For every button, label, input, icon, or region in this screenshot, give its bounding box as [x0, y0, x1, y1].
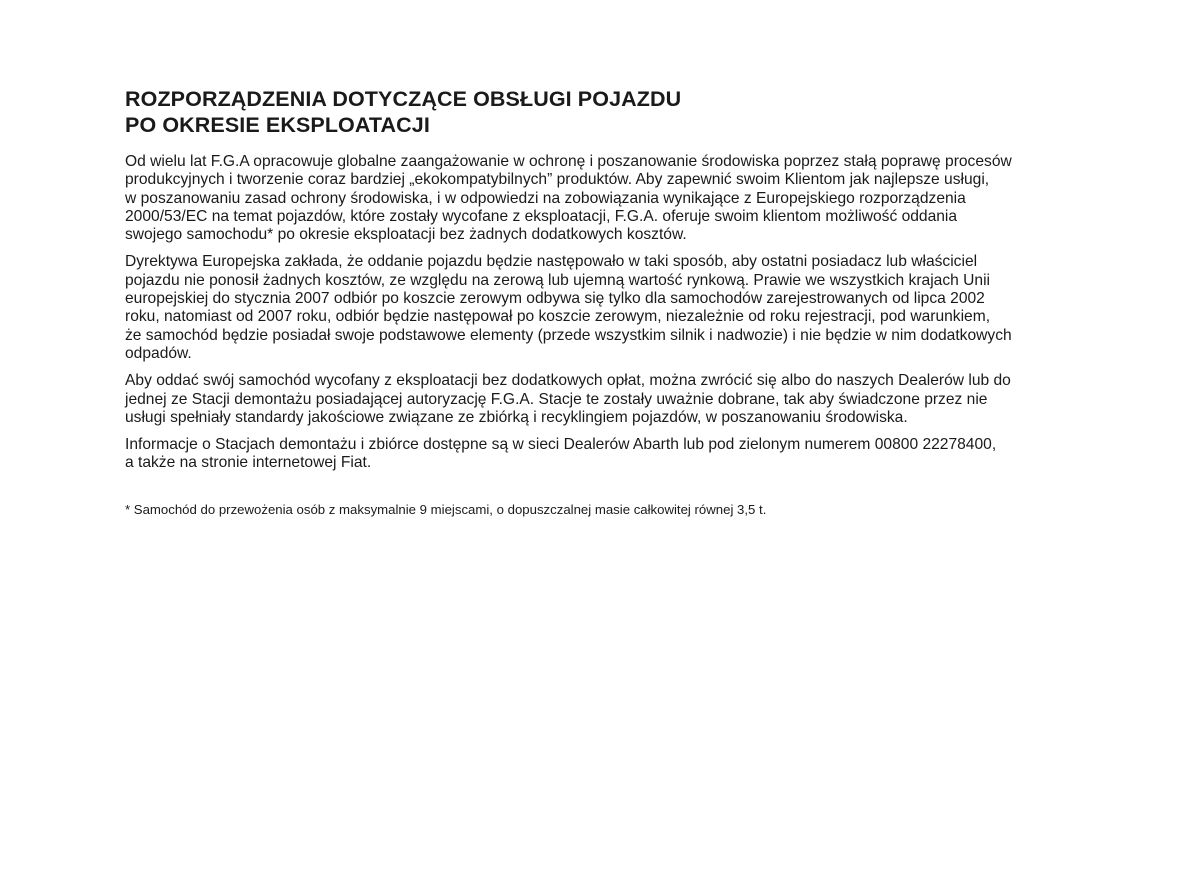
page-title: [125, 86, 1045, 138]
paragraph-line: 2000/53/EC na temat pojazdów, które zostały wycofane z eksploatacji, F.G.A. oferuje swoim klientom możliwość oddania: [125, 207, 958, 225]
paragraph-1: [125, 153, 1045, 244]
paragraph-2: [125, 253, 1045, 363]
paragraph-line: produkcyjnych i tworzenie coraz bardziej „ekokompatybilnych” produktów. Aby zapewnić swoim Klientom jak najlepsze usługi,: [125, 171, 990, 189]
paragraph-line: swojego samochodu* po okresie eksploatacji bez żadnych dodatkowych kosztów.: [125, 226, 687, 244]
paragraph-line: jednej ze Stacji demontażu posiadającej autoryzację F.G.A. Stacje te zostały uważnie dobrane, tak aby świadczone przez nie: [125, 390, 988, 408]
paragraph-line: roku, natomiast od 2007 roku, odbiór będzie następował po koszcie zerowym, niezależnie od roku rejestracji, pod warunkiem,: [125, 308, 991, 326]
paragraph-3: [125, 372, 1045, 427]
body-text: [125, 153, 1045, 473]
paragraph-line: odpadów.: [125, 344, 192, 362]
paragraph-line: usługi spełniały standardy jakościowe związane ze zbiórką i recyklingiem pojazdów, w poszanowaniu środowiska.: [125, 408, 908, 426]
paragraph-line: Dyrektywa Europejska zakłada, że oddanie pojazdu będzie następowało w taki sposób, aby ostatni posiadacz lub właściciel: [125, 253, 978, 271]
document-page: [125, 86, 1045, 518]
paragraph-line: Od wielu lat F.G.A opracowuje globalne zaangażowanie w ochronę i poszanowanie środowiska poprzez stałą poprawę procesów: [125, 153, 1012, 170]
paragraph-line: że samochód będzie posiadał swoje podstawowe elementy (przede wszystkim silnik i nadwozie) i nie będzie w nim dodatkowych: [125, 326, 1012, 344]
paragraph-line: Informacje o Stacjach demontażu i zbiórce dostępne są w sieci Dealerów Abarth lub pod zielonym numerem 00800 22278400,: [125, 436, 997, 454]
title-line-2: PO OKRESIE EKSPLOATACJI: [125, 113, 430, 137]
paragraph-line: Aby oddać swój samochód wycofany z eksploatacji bez dodatkowych opłat, można zwrócić się albo do naszych Dealerów lub do: [125, 372, 1011, 390]
footnote: * Samochód do przewożenia osób z maksymalnie 9 miejscami, o dopuszczalnej masie całkowitej równej 3,5 t.: [125, 501, 767, 517]
paragraph-line: europejskiej do stycznia 2007 odbiór po koszcie zerowym odbywa się tylko dla samochodów zarejestrowanych od lipca 2002: [125, 290, 985, 308]
paragraph-4: [125, 436, 1045, 473]
paragraph-line: w poszanowaniu zasad ochrony środowiska, i w odpowiedzi na zobowiązania wynikające z Europejskiego rozporządzenia: [125, 189, 966, 207]
paragraph-line: a także na stronie internetowej Fiat.: [125, 454, 372, 472]
paragraph-line: pojazdu nie ponosił żadnych kosztów, ze względu na zerową lub ujemną wartość rynkową. Prawie we wszystkich krajach Unii: [125, 271, 990, 289]
title-line-1: ROZPORZĄDZENIA DOTYCZĄCE OBSŁUGI POJAZDU: [125, 87, 682, 111]
